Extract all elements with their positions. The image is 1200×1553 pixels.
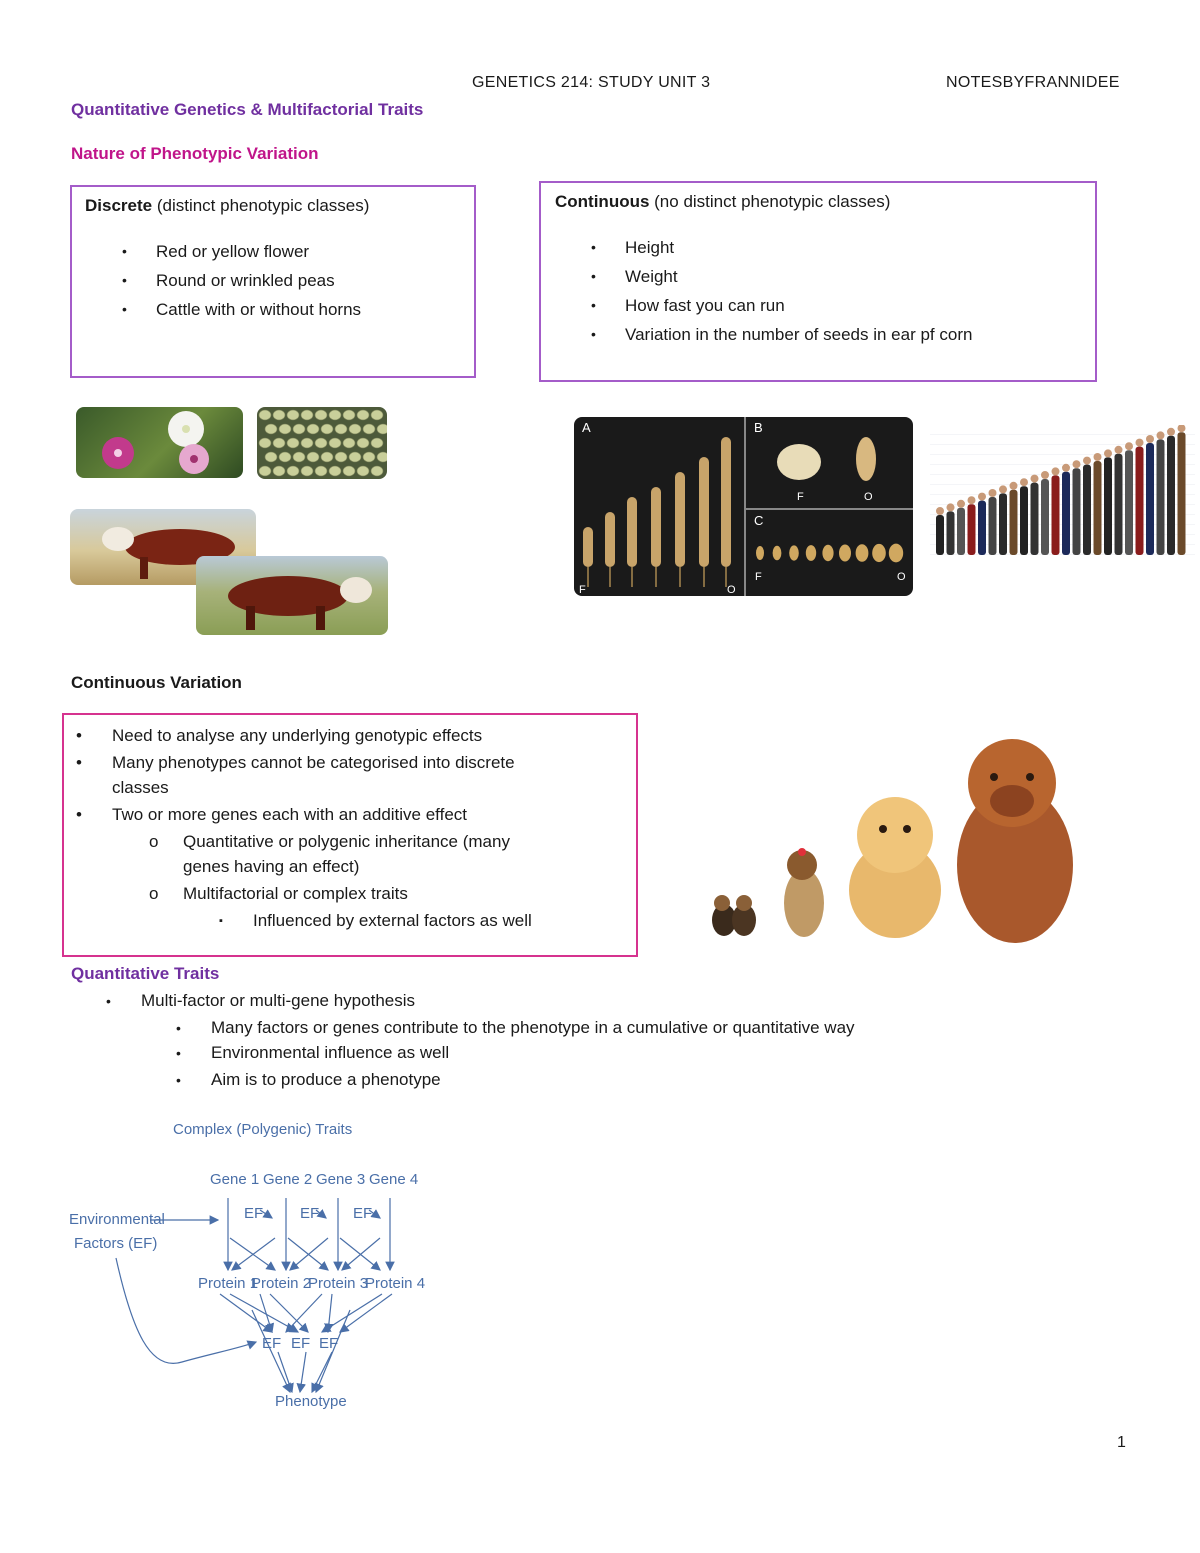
ef-label-5: EF <box>291 1335 311 1352</box>
pea <box>371 438 383 448</box>
list-item: • Round or wrinkled peas <box>122 271 335 290</box>
pea <box>343 438 355 448</box>
protein-4-label: Protein 4 <box>365 1275 426 1292</box>
cv-sub-1-cont: genes having an effect) <box>183 857 360 876</box>
protein-2-label: Protein 2 <box>251 1275 312 1292</box>
continuous-variation-box: • Need to analyse any underlying genotypic effects • Many phenotypes cannot be categorised into discrete classes • Two or more genes each with an additive effect o Quantitative or polygenic inheritance (many genes having an effect) o Multifactorial or complex traits ▪ Influenced by external factors as well <box>62 713 638 957</box>
pea <box>273 410 285 420</box>
pea <box>265 452 277 462</box>
person-head <box>1083 457 1091 465</box>
grain <box>806 545 816 561</box>
person-body <box>1010 490 1018 555</box>
person-head <box>1146 435 1154 443</box>
pea <box>293 424 305 434</box>
person-body <box>1031 483 1039 555</box>
people-height-photo <box>930 425 1195 558</box>
flower-photo <box>76 407 243 478</box>
person-head <box>1041 471 1049 479</box>
peas-illustration <box>257 407 387 479</box>
gene-1-label: Gene 1 <box>210 1171 260 1188</box>
ef-label-2: EF <box>300 1205 320 1222</box>
page-title: Quantitative Genetics & Multifactorial Traits <box>71 100 424 119</box>
continuous-title: Continuous (no distinct phenotypic classes) <box>555 192 891 211</box>
dogs-illustration <box>700 725 1080 945</box>
pea <box>315 466 327 476</box>
polygenic-diagram <box>60 1110 440 1420</box>
pea <box>343 410 355 420</box>
spikelet-o <box>856 437 876 481</box>
person-head <box>1031 475 1039 483</box>
person-head <box>1136 439 1144 447</box>
wheat-ear <box>583 527 593 567</box>
ef-label-1: EF <box>244 1205 264 1222</box>
protein-3-label: Protein 3 <box>308 1275 369 1292</box>
pea <box>301 438 313 448</box>
person-body <box>957 508 965 555</box>
pea <box>279 452 291 462</box>
pea <box>371 466 383 476</box>
person-body <box>1146 443 1154 555</box>
discrete-list <box>122 237 362 324</box>
gene-2-label: Gene 2 <box>263 1171 313 1188</box>
dogs-photo <box>700 725 1080 945</box>
env-label-line2: Factors (EF) <box>74 1235 158 1252</box>
pea <box>293 452 305 462</box>
discrete-title: Discrete (distinct phenotypic classes) <box>85 196 370 215</box>
person-head <box>1157 431 1165 439</box>
list-item: • Weight <box>591 267 678 286</box>
panel-a-label-o: O <box>727 584 736 596</box>
person-body <box>978 501 986 555</box>
person-head <box>1062 464 1070 472</box>
panel-label-a: A <box>582 420 591 435</box>
page-number: 1 <box>1117 1434 1126 1451</box>
pea <box>273 438 285 448</box>
continuous-list <box>591 233 973 349</box>
pea <box>315 410 327 420</box>
pea <box>321 452 333 462</box>
pea <box>273 466 285 476</box>
protein-1-label: Protein 1 <box>198 1275 259 1292</box>
person-body <box>1041 479 1049 555</box>
person-body <box>1104 457 1112 555</box>
person-body <box>968 504 976 555</box>
person-body <box>1020 486 1028 555</box>
continuous-variation-heading: Continuous Variation <box>71 673 242 692</box>
pea <box>265 424 277 434</box>
pea <box>259 410 271 420</box>
pea <box>357 410 369 420</box>
person-body <box>936 515 944 555</box>
grain <box>822 545 833 561</box>
panel-a-label-f: F <box>579 584 586 596</box>
person-head <box>999 485 1007 493</box>
pea <box>307 452 319 462</box>
spikelet-f <box>777 444 821 480</box>
pea <box>287 410 299 420</box>
person-head <box>1167 428 1175 436</box>
panel-c-label-f: F <box>755 571 762 583</box>
gene-3-label: Gene 3 <box>316 1171 366 1188</box>
person-head <box>957 500 965 508</box>
person-body <box>1115 454 1123 555</box>
pea <box>321 424 333 434</box>
ef-label-6: EF <box>319 1335 339 1352</box>
person-body <box>1062 472 1070 555</box>
pea <box>377 424 387 434</box>
panel-c-label-o: O <box>897 571 906 583</box>
grain <box>839 545 851 562</box>
person-head <box>989 489 997 497</box>
panel-label-b: B <box>754 420 763 435</box>
panel-label-c: C <box>754 513 764 528</box>
person-body <box>1157 439 1165 555</box>
pea <box>329 410 341 420</box>
wheat-ear <box>699 457 709 567</box>
grain <box>756 546 764 560</box>
pea <box>301 466 313 476</box>
continuous-box <box>539 181 1097 382</box>
person-head <box>936 507 944 515</box>
wheat-ear <box>605 512 615 567</box>
discrete-box <box>70 185 476 378</box>
env-label-line1: Environmental <box>69 1211 165 1228</box>
list-item: • How fast you can run <box>591 296 785 315</box>
cattle-photo-2 <box>196 556 388 635</box>
person-head <box>1010 482 1018 490</box>
person-body <box>1125 450 1133 555</box>
pea <box>335 424 347 434</box>
person-head <box>1052 467 1060 475</box>
pea <box>287 466 299 476</box>
panel-b-label-o: O <box>864 491 873 503</box>
grain <box>872 544 886 562</box>
grain <box>789 545 799 560</box>
person-body <box>999 493 1007 555</box>
pea <box>259 466 271 476</box>
person-body <box>1094 461 1102 555</box>
wheat-ear <box>627 497 637 567</box>
person-body <box>1178 432 1186 555</box>
person-head <box>1125 442 1133 450</box>
cattle-illustration-2 <box>196 556 388 635</box>
cv-bullet-2-cont: classes <box>112 778 169 797</box>
list-item: • Red or yellow flower <box>122 242 310 261</box>
polygenic-diagram-svg <box>60 1110 440 1420</box>
grain <box>773 546 782 561</box>
pea <box>363 452 375 462</box>
list-item: • Height <box>591 238 675 257</box>
author-header: NOTESBYFRANNIDEE <box>946 74 1120 91</box>
pea <box>259 438 271 448</box>
people-illustration <box>930 425 1195 558</box>
person-head <box>1178 425 1186 432</box>
person-head <box>1073 460 1081 468</box>
person-head <box>1020 478 1028 486</box>
wheat-ear <box>675 472 685 567</box>
person-head <box>978 493 986 501</box>
person-body <box>947 511 955 555</box>
pea <box>343 466 355 476</box>
course-header: GENETICS 214: STUDY UNIT 3 <box>472 74 711 91</box>
pea <box>287 438 299 448</box>
person-body <box>1136 447 1144 555</box>
wheat-figure <box>574 417 913 596</box>
person-head <box>968 496 976 504</box>
ef-label-4: EF <box>262 1335 282 1352</box>
list-item: • Variation in the number of seeds in ear pf corn <box>591 325 973 344</box>
panel-b-label-f: F <box>797 491 804 503</box>
phenotype-label: Phenotype <box>275 1393 347 1410</box>
grain <box>889 544 903 563</box>
pea <box>349 424 361 434</box>
wheat-ear <box>721 437 731 567</box>
person-head <box>1094 453 1102 461</box>
pea <box>301 410 313 420</box>
pea <box>315 438 327 448</box>
pea <box>335 452 347 462</box>
section-heading-phenotypic-variation: Nature of Phenotypic Variation <box>71 144 319 163</box>
flower-illustration <box>76 407 243 478</box>
person-head <box>1104 449 1112 457</box>
diagram-title: Complex (Polygenic) Traits <box>173 1121 353 1138</box>
gene-4-label: Gene 4 <box>369 1171 419 1188</box>
person-head <box>947 503 955 511</box>
pea <box>371 410 383 420</box>
pea <box>279 424 291 434</box>
pea <box>329 466 341 476</box>
wheat-illustration <box>574 417 913 596</box>
person-body <box>1167 436 1175 555</box>
list-item: • Cattle with or without horns <box>122 300 362 319</box>
pea <box>357 438 369 448</box>
pea <box>329 438 341 448</box>
grain <box>856 544 869 562</box>
pea <box>307 424 319 434</box>
pea <box>377 452 387 462</box>
pea <box>363 424 375 434</box>
person-body <box>989 497 997 555</box>
person-body <box>1052 475 1060 555</box>
person-head <box>1115 446 1123 454</box>
quantitative-traits-heading: Quantitative Traits <box>71 964 220 983</box>
wheat-ear <box>651 487 661 567</box>
pea <box>357 466 369 476</box>
pea <box>349 452 361 462</box>
person-body <box>1073 468 1081 555</box>
peas-photo <box>257 407 387 479</box>
ef-label-3: EF <box>353 1205 373 1222</box>
person-body <box>1083 465 1091 555</box>
